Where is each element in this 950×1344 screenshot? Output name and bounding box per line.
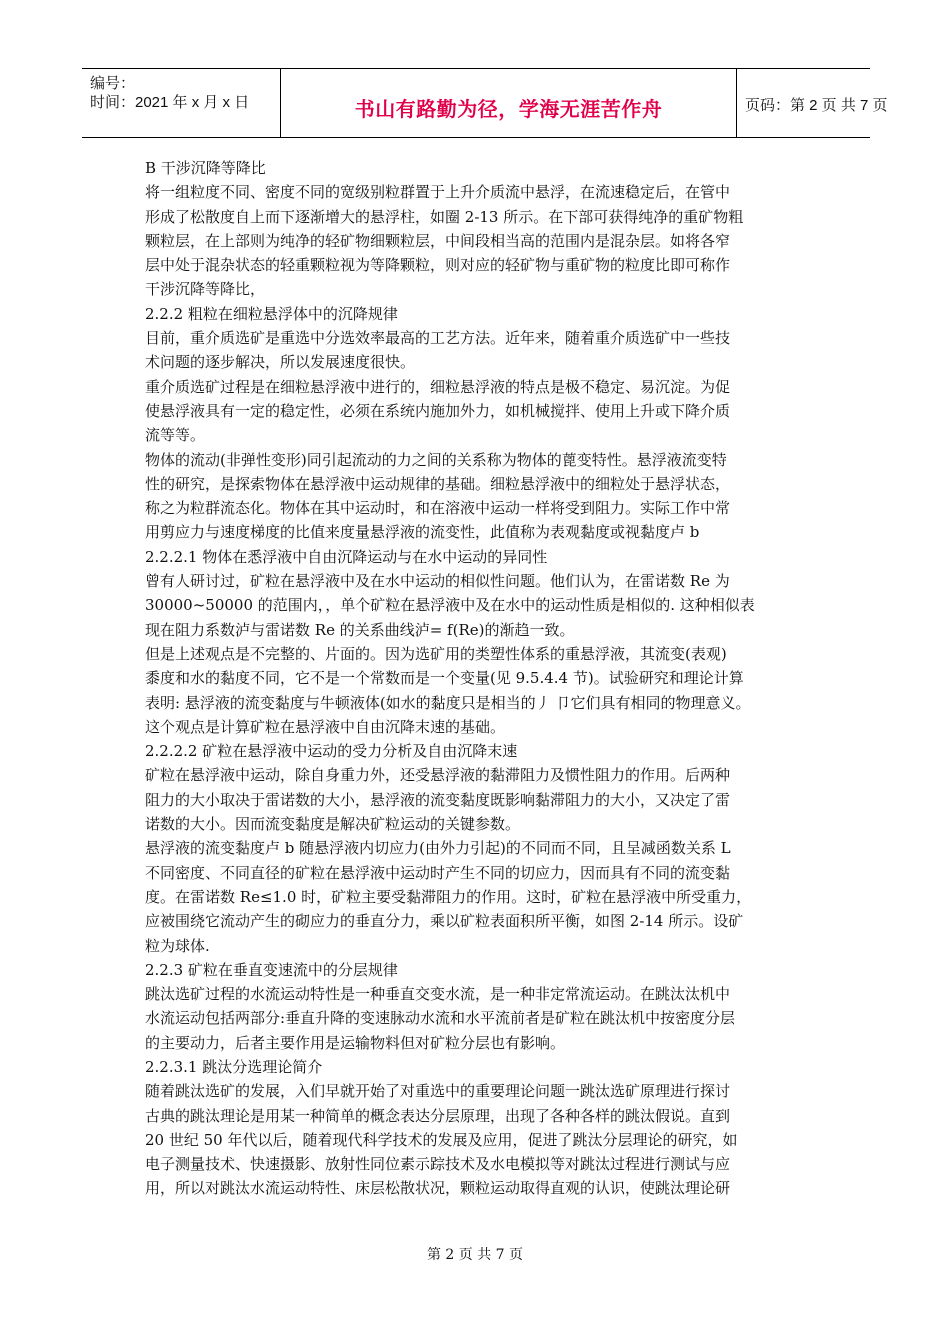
text-line: 20 世纪 50 年代以后，随着现代科学技术的发展及应用，促进了跳汰分层理论的研究，如 xyxy=(145,1130,738,1149)
text-line: 电子测量技术、快速摄影、放射性同位素示踪技术及水电模拟等对跳汰过程进行测试与应 xyxy=(145,1155,731,1174)
text-line: 跳汰选矿过程的水流运动特性是一种垂直交变水流，是一种非定常流运动。在跳汰汰机中 xyxy=(145,985,731,1004)
text-line: 不同密度、不同直径的矿粒在悬浮液中运动时产生不同的切应力，因而具有不同的流变黏 xyxy=(145,863,731,882)
text-line: 表明: 悬浮液的流变黏度与牛顿液体(如水的黏度只是相当的丿 卩它们具有相同的物理意义。 xyxy=(145,693,751,712)
text-line: 术问题的逐步解决，所以发展速度很快。 xyxy=(145,353,416,372)
page-header xyxy=(82,68,888,138)
header-motto: 书山有路勤为径，学海无涯苦作舟 xyxy=(354,97,663,121)
document-number-label: 编号： xyxy=(90,75,136,92)
text-line: 现在阻力系数泸与雷诺数 Re 的关系曲线泸= f(Re)的渐趋一致。 xyxy=(145,620,575,639)
document-body xyxy=(145,156,815,1201)
text-line: 诺数的大小。因而流变黏度是解决矿粒运动的关键参数。 xyxy=(145,815,521,834)
text-line: 悬浮液的流变黏度卢 b 随悬浮液内切应力(由外力引起)的不同而不同，且呈减函数关系 L xyxy=(145,839,731,858)
document-date: 时间：2021 年 x 月 x 日 xyxy=(90,94,250,111)
text-line: 称之为粒群流态化。物体在其中运动时，和在溶液中运动一样将受到阻力。实际工作中常 xyxy=(145,499,731,518)
text-line: 物体的流动(非弹性变形)同引起流动的力之间的关系称为物体的蓖变特性。悬浮液流变特 xyxy=(145,450,727,469)
text-line: 矿粒在悬浮液中运动，除自身重力外，还受悬浮液的黏滞阻力及惯性阻力的作用。后两种 xyxy=(145,766,731,785)
text-line: 但是上述观点是不完整的、片面的。因为选矿用的类塑性体系的重悬浮液，其流变(表观) xyxy=(145,644,727,663)
header-page-info: 页码：第 2 页 共 7 页 xyxy=(745,97,888,114)
text-line: 形成了松散度自上而下逐渐增大的悬浮柱，如圈 2-13 所示。在下部可获得纯净的重矿物粗 xyxy=(145,207,744,226)
text-line: 2.2.2.1 物体在悉浮液中自由沉降运动与在水中运动的异同性 xyxy=(145,547,548,566)
text-line: 用，所以对跳汰水流运动特性、床层松散状况，颗粒运动取得直观的认识，使跳汰理论研 xyxy=(145,1179,731,1198)
text-line: 层中处于混杂状态的轻重颗粒视为等降颗粒，则对应的轻矿物与重矿物的粒度比即可称作 xyxy=(145,256,731,275)
text-line: 目前，重介质选矿是重选中分选效率最高的工艺方法。近年来，随着重介质选矿中一些技 xyxy=(145,329,731,348)
text-line: 将一组粒度不同、密度不同的宽级别粒群置于上升介质流中悬浮，在流速稳定后，在管中 xyxy=(145,183,731,202)
text-line: 应被围绕它流动产生的砌应力的垂直分力，乘以矿粒表面积所平衡，如图 2-14 所示。设矿 xyxy=(145,912,744,931)
text-line: 的主要动力，后者主要作用是运输物料但对矿粒分层也有影响。 xyxy=(145,1033,566,1052)
header-motto-cell xyxy=(281,69,737,137)
text-line: B 干涉沉降等降比 xyxy=(145,159,266,177)
text-line: 曾有人研讨过，矿粒在悬浮液中及在水中运动的相似性问题。他们认为，在雷诺数 Re 为 xyxy=(145,572,730,591)
text-line: 黍度和水的黏度不同，它不是一个常数而是一个变量(见 9.5.4.4 节)。试验研究和理论计算 xyxy=(145,669,744,688)
text-line: 使悬浮液具有一定的稳定性，必须在系统内施加外力，如机械搅拌、使用上升或下降介质 xyxy=(145,401,731,420)
text-line: 流等等。 xyxy=(145,426,206,445)
text-line: 阻力的大小取决于雷诺数的大小，悬浮液的流变黏度既影响黏滞阻力的大小，又决定了雷 xyxy=(145,790,731,809)
text-line: 随着跳汰选矿的发展，入们早就开始了对重选中的重要理论问题一跳汰选矿原理进行探讨 xyxy=(145,1082,731,1101)
text-line: 水流运动包括两部分:垂直升降的变速脉动水流和水平流前者是矿粒在跳汰机中按密度分层 xyxy=(145,1009,736,1028)
text-line: 性的研究，是探索物体在悬浮液中运动规律的基础。细粒悬浮液中的细粒处于悬浮状态， xyxy=(145,474,731,493)
text-line: 30000~50000 的范围内，，单个矿粒在悬浮液中及在水中的运动性质是相似的. 这种相似表 xyxy=(145,596,755,615)
text-line: 2.2.2.2 矿粒在悬浮液中运动的受力分析及自由沉降末速 xyxy=(145,742,518,761)
text-line: 颗粒层，在上部则为纯净的轻矿物细颗粒层，中间段相当高的范围内是混杂层。如将各窄 xyxy=(145,231,731,250)
text-line: 2.2.3 矿粒在垂直变速流中的分层规律 xyxy=(145,960,398,979)
text-line: 这个观点是计算矿粒在悬浮液中自由沉降末速的基础。 xyxy=(145,717,506,736)
header-info-cell xyxy=(82,69,281,137)
text-line: 干涉沉降等降比， xyxy=(145,280,266,299)
text-line: 2.2.3.1 跳汰分选理论简介 xyxy=(145,1057,323,1076)
header-page-cell xyxy=(737,69,888,137)
text-line: 粒为球体. xyxy=(145,936,210,955)
text-line: 古典的跳汰理论是用某一种简单的概念表达分层原理，出现了各种各样的跳汰假说。直到 xyxy=(145,1106,731,1125)
text-line: 2.2.2 粗粒在细粒悬浮体中的沉降规律 xyxy=(145,304,398,323)
text-line: 度。在雷诺数 Re≤1.0 时，矿粒主要受黏滞阻力的作用。这时，矿粒在悬浮液中所受重力， xyxy=(145,887,752,906)
page-footer: 第 2 页 共 7 页 xyxy=(426,1247,524,1263)
text-line: 用剪应力与速度梯度的比值来度量悬浮液的流变性，此值称为表观黏度或视黏度卢 b xyxy=(145,523,700,542)
text-line: 重介质选矿过程是在细粒悬浮液中进行的，细粒悬浮液的特点是极不稳定、易沉淀。为促 xyxy=(145,377,731,396)
